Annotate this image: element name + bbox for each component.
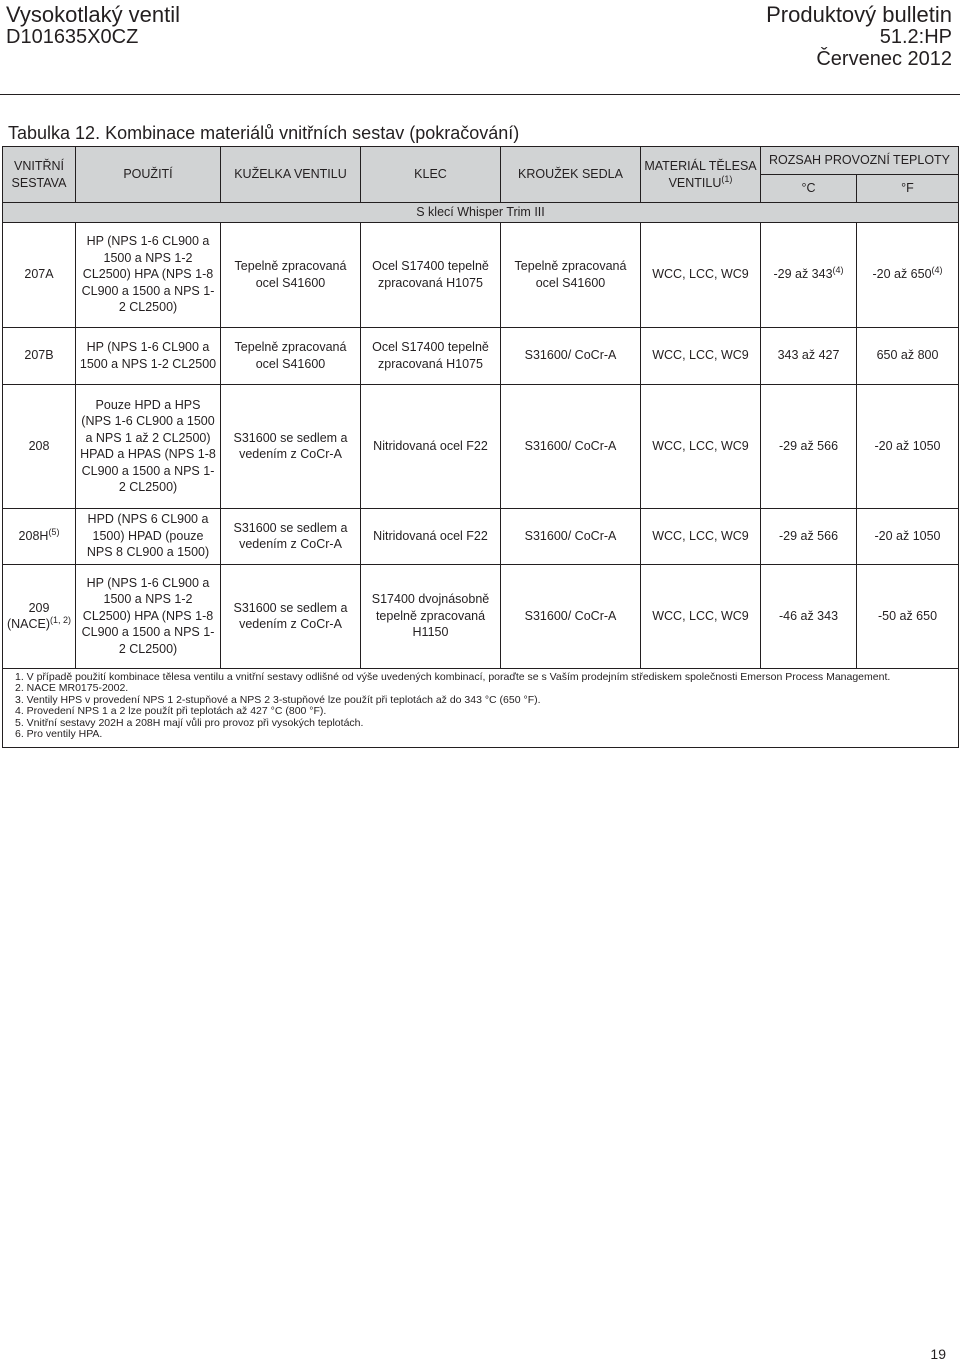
bulletin-number: 51.2:HP xyxy=(879,26,952,48)
sestava-text: 207A xyxy=(24,267,54,282)
temp-c-text: -29 až 343 xyxy=(773,267,833,282)
footnote-6: 6. Pro ventily HPA. xyxy=(15,728,103,740)
cell-sestava xyxy=(3,508,76,564)
bulletin-date: Červenec 2012 xyxy=(816,48,952,70)
temp-f-text: -50 až 650 xyxy=(877,608,938,623)
cell-pouziti: HPD (NPS 6 CL900 a 1500) HPAD (pouze NPS 8 CL900 a 1500) xyxy=(76,508,221,564)
cell-material: WCC, LCC, WC9 xyxy=(641,508,761,564)
cell-kuzelka: Tepelně zpracovaná ocel S41600 xyxy=(221,327,361,384)
cell-pouziti: Pouze HPD a HPS (NPS 1-6 CL900 a 1500 a NPS 1 až 2 CL2500) HPAD a HPAS (NPS 1-8 CL900 a 1500 a NPS 1-2 CL2500) xyxy=(76,384,221,508)
temp-f-text: 650 až 800 xyxy=(876,348,939,363)
cell-sestava xyxy=(3,384,76,508)
subheader-whisper: S klecí Whisper Trim III xyxy=(3,203,959,223)
page-number: 19 xyxy=(930,1346,946,1362)
cell-klec: Ocel S17400 tepelně zpracovaná H1075 xyxy=(361,222,501,327)
temp-c-sup: (4) xyxy=(832,265,844,276)
materials-table xyxy=(2,146,959,748)
cell-kuzelka: S31600 se sedlem a vedením z CoCr-A xyxy=(221,508,361,564)
sestava-text: 207B xyxy=(24,348,54,363)
col-header-material-text: MATERIÁL TĚLESA VENTILU xyxy=(644,159,757,190)
cell-temp-f xyxy=(857,564,959,668)
footnote-2: 2. NACE MR0175-2002. xyxy=(15,682,129,694)
table-header-row xyxy=(3,147,959,175)
cell-klec: S17400 dvojnásobně tepelně zpracovaná H1150 xyxy=(361,564,501,668)
col-header-unit-c: °C xyxy=(761,175,857,203)
cell-pouziti: HP (NPS 1-6 CL900 a 1500 a NPS 1-2 CL2500) HPA (NPS 1-8 CL900 a 1500 a NPS 1-2 CL2500) xyxy=(76,222,221,327)
footnotes-cell xyxy=(3,668,959,747)
sestava-text: 208H xyxy=(18,528,49,543)
cell-krouzek: S31600/ CoCr-A xyxy=(501,508,641,564)
temp-f-sup: (4) xyxy=(931,265,943,276)
cell-klec: Nitridovaná ocel F22 xyxy=(361,384,501,508)
cell-kuzelka: S31600 se sedlem a vedením z CoCr-A xyxy=(221,564,361,668)
cell-temp-f xyxy=(857,222,959,327)
cell-temp-c xyxy=(761,384,857,508)
temp-c-text: -46 až 343 xyxy=(778,608,839,623)
footnote-4: 4. Provedení NPS 1 a 2 lze použít při teplotách až 427 °C (800 °F). xyxy=(15,705,327,717)
cell-temp-c xyxy=(761,327,857,384)
cell-krouzek: S31600/ CoCr-A xyxy=(501,564,641,668)
sestava-sup: (1, 2) xyxy=(50,614,72,625)
col-header-unit-f: °F xyxy=(857,175,959,203)
cell-temp-f xyxy=(857,327,959,384)
col-header-kuzelka: KUŽELKA VENTILU xyxy=(221,147,361,203)
cell-temp-f xyxy=(857,384,959,508)
cell-pouziti: HP (NPS 1-6 CL900 a 1500 a NPS 1-2 CL2500 xyxy=(76,327,221,384)
cell-temp-c xyxy=(761,508,857,564)
cell-material: WCC, LCC, WC9 xyxy=(641,327,761,384)
cell-temp-c xyxy=(761,222,857,327)
col-header-krouzek: KROUŽEK SEDLA xyxy=(501,147,641,203)
table-row xyxy=(3,222,959,327)
document-code: D101635X0CZ xyxy=(6,26,139,48)
page-header-right xyxy=(766,4,952,70)
cell-material: WCC, LCC, WC9 xyxy=(641,384,761,508)
footnote-3: 3. Ventily HPS v provedení NPS 1 2-stupňové a NPS 2 3-stupňové lze použít při teplotách až do 343 °C (650 °F). xyxy=(15,693,541,706)
cell-material: WCC, LCC, WC9 xyxy=(641,564,761,668)
col-header-material-sup: (1) xyxy=(721,173,733,184)
cell-krouzek: S31600/ CoCr-A xyxy=(501,327,641,384)
cell-krouzek: S31600/ CoCr-A xyxy=(501,384,641,508)
cell-material: WCC, LCC, WC9 xyxy=(641,222,761,327)
table-row xyxy=(3,384,959,508)
col-header-rozsah: ROZSAH PROVOZNÍ TEPLOTY xyxy=(761,147,959,175)
cell-temp-c xyxy=(761,564,857,668)
cell-sestava xyxy=(3,327,76,384)
col-header-klec: KLEC xyxy=(361,147,501,203)
page-header-left xyxy=(6,4,180,48)
cell-sestava xyxy=(3,222,76,327)
cell-sestava xyxy=(3,564,76,668)
temp-c-text: -29 až 566 xyxy=(778,438,839,453)
col-header-material xyxy=(641,147,761,203)
cell-pouziti: HP (NPS 1-6 CL900 a 1500 a NPS 1-2 CL2500) HPA (NPS 1-8 CL900 a 1500 a NPS 1-2 CL2500) xyxy=(76,564,221,668)
table-row xyxy=(3,564,959,668)
cell-kuzelka: Tepelně zpracovaná ocel S41600 xyxy=(221,222,361,327)
footnotes-row xyxy=(3,668,959,747)
table-subheader-row xyxy=(3,203,959,223)
document-title: Vysokotlaký ventil xyxy=(6,2,181,27)
cell-temp-f xyxy=(857,508,959,564)
temp-f-text: -20 až 1050 xyxy=(874,438,941,453)
table-row xyxy=(3,327,959,384)
sestava-sup: (5) xyxy=(48,526,60,537)
temp-c-text: -29 až 566 xyxy=(778,528,839,543)
cell-klec: Nitridovaná ocel F22 xyxy=(361,508,501,564)
sestava-text: 208 xyxy=(28,438,50,453)
temp-f-text: -20 až 650 xyxy=(872,267,932,282)
footnote-5: 5. Vnitřní sestavy 202H a 208H mají vůli pro provoz při vysokých teplotách. xyxy=(15,716,364,729)
sestava-text: 209 (NACE) xyxy=(6,600,51,631)
temp-c-text: 343 až 427 xyxy=(777,348,840,363)
bulletin-title: Produktový bulletin xyxy=(766,2,952,27)
col-header-sestava: VNITŘNÍ SESTAVA xyxy=(3,147,76,203)
temp-f-text: -20 až 1050 xyxy=(874,528,941,543)
cell-klec: Ocel S17400 tepelně zpracovaná H1075 xyxy=(361,327,501,384)
table-caption: Tabulka 12. Kombinace materiálů vnitřních sestav (pokračování) xyxy=(8,123,520,143)
cell-krouzek: Tepelně zpracovaná ocel S41600 xyxy=(501,222,641,327)
col-header-pouziti: POUŽITÍ xyxy=(76,147,221,203)
header-divider xyxy=(0,94,960,95)
table-row xyxy=(3,508,959,564)
cell-kuzelka: S31600 se sedlem a vedením z CoCr-A xyxy=(221,384,361,508)
footnote-1: 1. V případě použití kombinace tělesa ventilu a vnitřní sestavy odlišné od výše uvedených kombinací, poraďte se s Vaším prodejním střediskem společnosti Emerson Process Management. xyxy=(15,670,891,683)
